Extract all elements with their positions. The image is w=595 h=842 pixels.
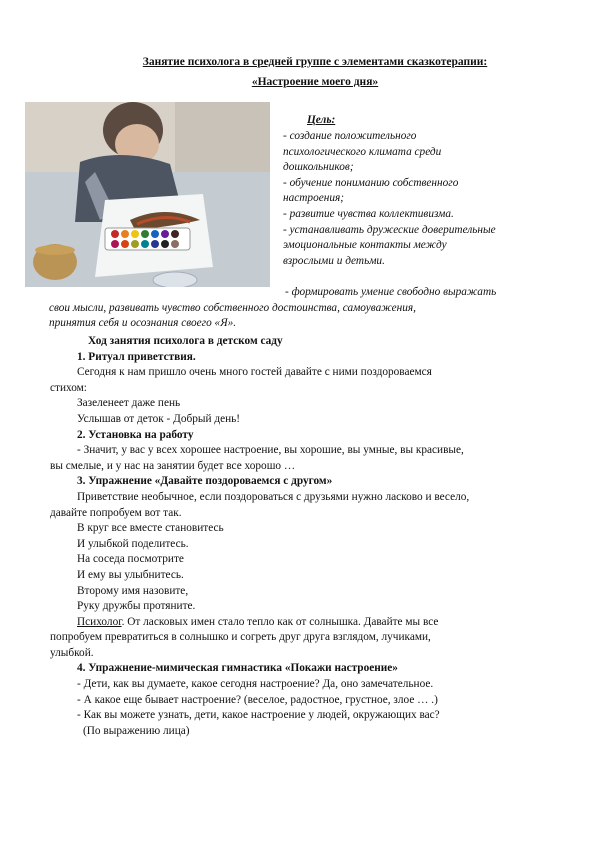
paragraph-line: попробуем превратиться в солнышко и согреть друг друга взглядом, лучиками, xyxy=(50,631,431,644)
psychologist-label: Психолог xyxy=(77,615,122,628)
poem-line: Услышав от деток - Добрый день! xyxy=(77,412,241,425)
poem-line: Второму имя назовите, xyxy=(77,584,189,597)
poem-line: В круг все вместе становитесь xyxy=(77,522,224,535)
goal-line: взрослыми и детьми. xyxy=(283,254,385,267)
paragraph-line: - Значит, у вас у всех хорошее настроение, вы хорошие, вы умные, вы красивые, xyxy=(77,444,464,457)
section-heading: 2. Установка на работу xyxy=(77,428,194,441)
poem-line: И улыбкой поделитесь. xyxy=(77,537,189,550)
section-heading: 1. Ритуал приветствия. xyxy=(77,350,196,363)
section-heading: 3. Упражнение «Давайте поздороваемся с другом» xyxy=(77,475,333,488)
goal-line: - развитие чувства коллективизма. xyxy=(283,207,454,220)
section-heading: 4. Упражнение-мимическая гимнастика «Покажи настроение» xyxy=(77,662,398,675)
goal-line: - формировать умение свободно выражать xyxy=(285,286,497,298)
goals-continuation xyxy=(49,285,564,332)
paragraph-line: Приветствие необычное, если поздороваться с друзьями нужно ласково и весело, xyxy=(77,490,470,503)
poem-line: Руку дружбы протяните. xyxy=(77,600,196,613)
goal-line: психологического климата среди xyxy=(283,145,442,158)
goals-list xyxy=(283,129,558,269)
goal-line: - создание положительного xyxy=(283,130,417,142)
paragraph-line: вы смелые, и у нас на занятии будет все хорошо … xyxy=(50,459,296,472)
poem-line: И ему вы улыбнитесь. xyxy=(77,568,184,581)
photo-illustration xyxy=(25,102,270,287)
goal-line: эмоциональные контакты между xyxy=(283,239,447,252)
paragraph-line: давайте попробуем вот так. xyxy=(50,506,182,519)
dialogue-line: - Дети, как вы думаете, какое сегодня настроение? Да, оно замечательное. xyxy=(77,678,434,691)
goal-heading: Цель: xyxy=(307,114,336,126)
goal-line: принятия себя и осознания своего «Я». xyxy=(49,317,237,330)
paragraph-line xyxy=(50,615,560,631)
goal-line: дошкольников; xyxy=(283,161,354,174)
psychologist-text: . От ласковых имен стало тепло как от солнышка. Давайте мы все xyxy=(121,615,439,628)
dialogue-line: (По выражению лица) xyxy=(83,724,190,737)
paragraph-line: Сегодня к нам пришло очень много гостей давайте с ними поздороваемся xyxy=(77,366,432,379)
goal-line: - обучение пониманию собственного xyxy=(283,176,459,189)
dialogue-line: - Как вы можете узнать, дети, какое настроение у людей, окружающих вас? xyxy=(77,709,440,722)
dialogue-line: - А какое еще бывает настроение? (веселое, радостное, грустное, злое … .) xyxy=(77,693,438,706)
poem-line: На соседа посмотрите xyxy=(77,553,184,566)
child-painting-photo xyxy=(25,102,270,287)
course-heading: Ход занятия психолога в детском саду xyxy=(88,335,283,347)
goal-line: свои мысли, развивать чувство собственного достоинства, самоуважения, xyxy=(49,301,416,314)
paragraph-line: улыбкой. xyxy=(50,646,94,659)
paragraph-line: стихом: xyxy=(50,381,87,394)
document-title-line-2: «Настроение моего дня» xyxy=(251,76,379,88)
poem-line: Зазеленеет даже пень xyxy=(77,397,181,410)
goal-line: - устанавливать дружеские доверительные xyxy=(283,223,496,236)
goal-line: настроения; xyxy=(283,192,345,205)
lesson-body xyxy=(50,334,560,739)
document-title-line-1: Занятие психолога в средней группе с элементами сказкотерапии: xyxy=(142,56,488,68)
